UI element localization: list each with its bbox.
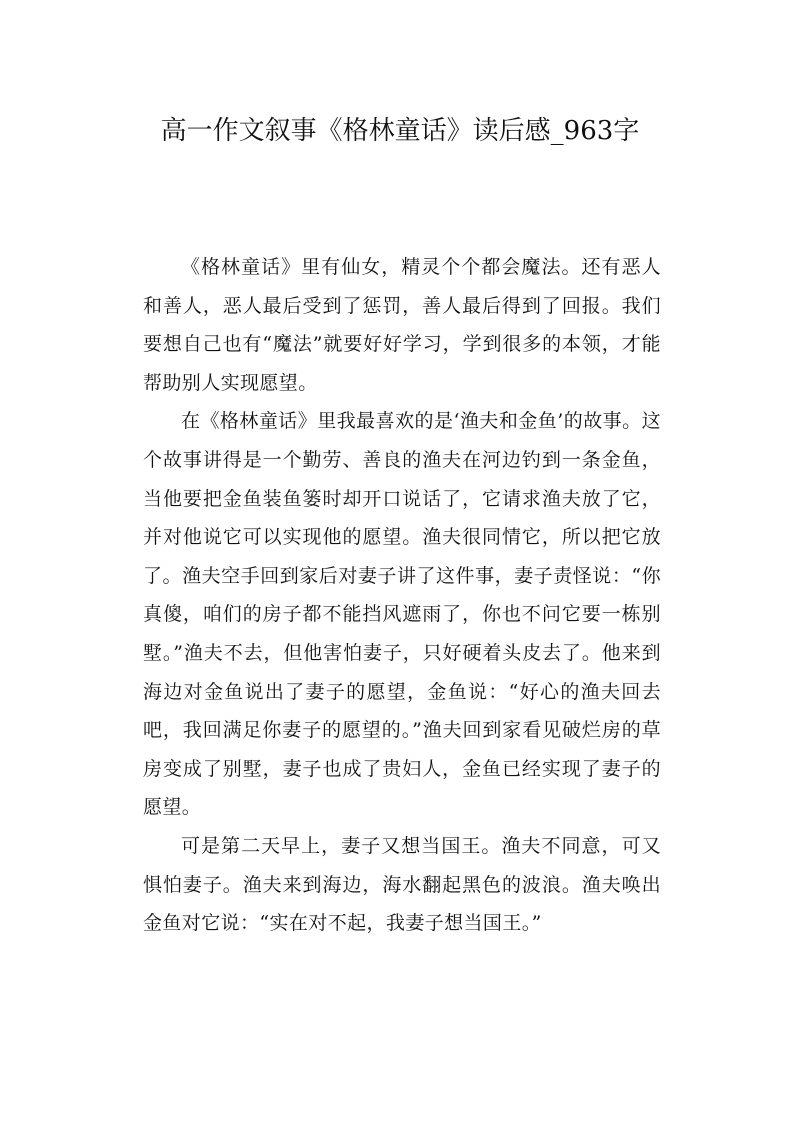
paragraph-next-day: 可是第二天早上，妻子又想当国王。渔夫不同意，可又惧怕妻子。渔夫来到海边，海水翻起黑色的波浪。渔夫唤出金鱼对它说：“实在对不起，我妻子想当国王。”	[143, 834, 661, 935]
paragraph-story: 在《格林童话》里我最喜欢的是‘渔夫和金鱼’的故事。这个故事讲得是一个勤劳、善良的渔夫在河边钓到一条金鱼，当他要把金鱼装鱼篓时却开口说话了，它请求渔夫放了它，并对他说它可以实现他的愿望。渔夫很同情它，所以把它放了。渔夫空手回到家后对妻子讲了这件事，妻子责怪说：“你真傻，咱们的房子都不能挡风遮雨了，你也不问它要一栋别墅。”渔夫不去，但他害怕妻子，只好硬着头皮去了。他来到海边对金鱼说出了妻子的愿望，金鱼说：“好心的渔夫回去吧，我回满足你妻子的愿望的。”渔夫回到家看见破烂房的草房变成了别墅，妻子也成了贵妇人，金鱼已经实现了妻子的愿望。	[143, 410, 661, 819]
document-body	[143, 248, 661, 943]
paragraph-intro: 《格林童话》里有仙女，精灵个个都会魔法。还有恶人和善人，恶人最后受到了惩罚，善人最后得到了回报。我们要想自己也有“魔法”就要好好学习，学到很多的本领，才能帮助别人实现愿望。	[143, 256, 661, 394]
document-title: 高一作文叙事《格林童话》读后感_963字	[160, 116, 640, 146]
